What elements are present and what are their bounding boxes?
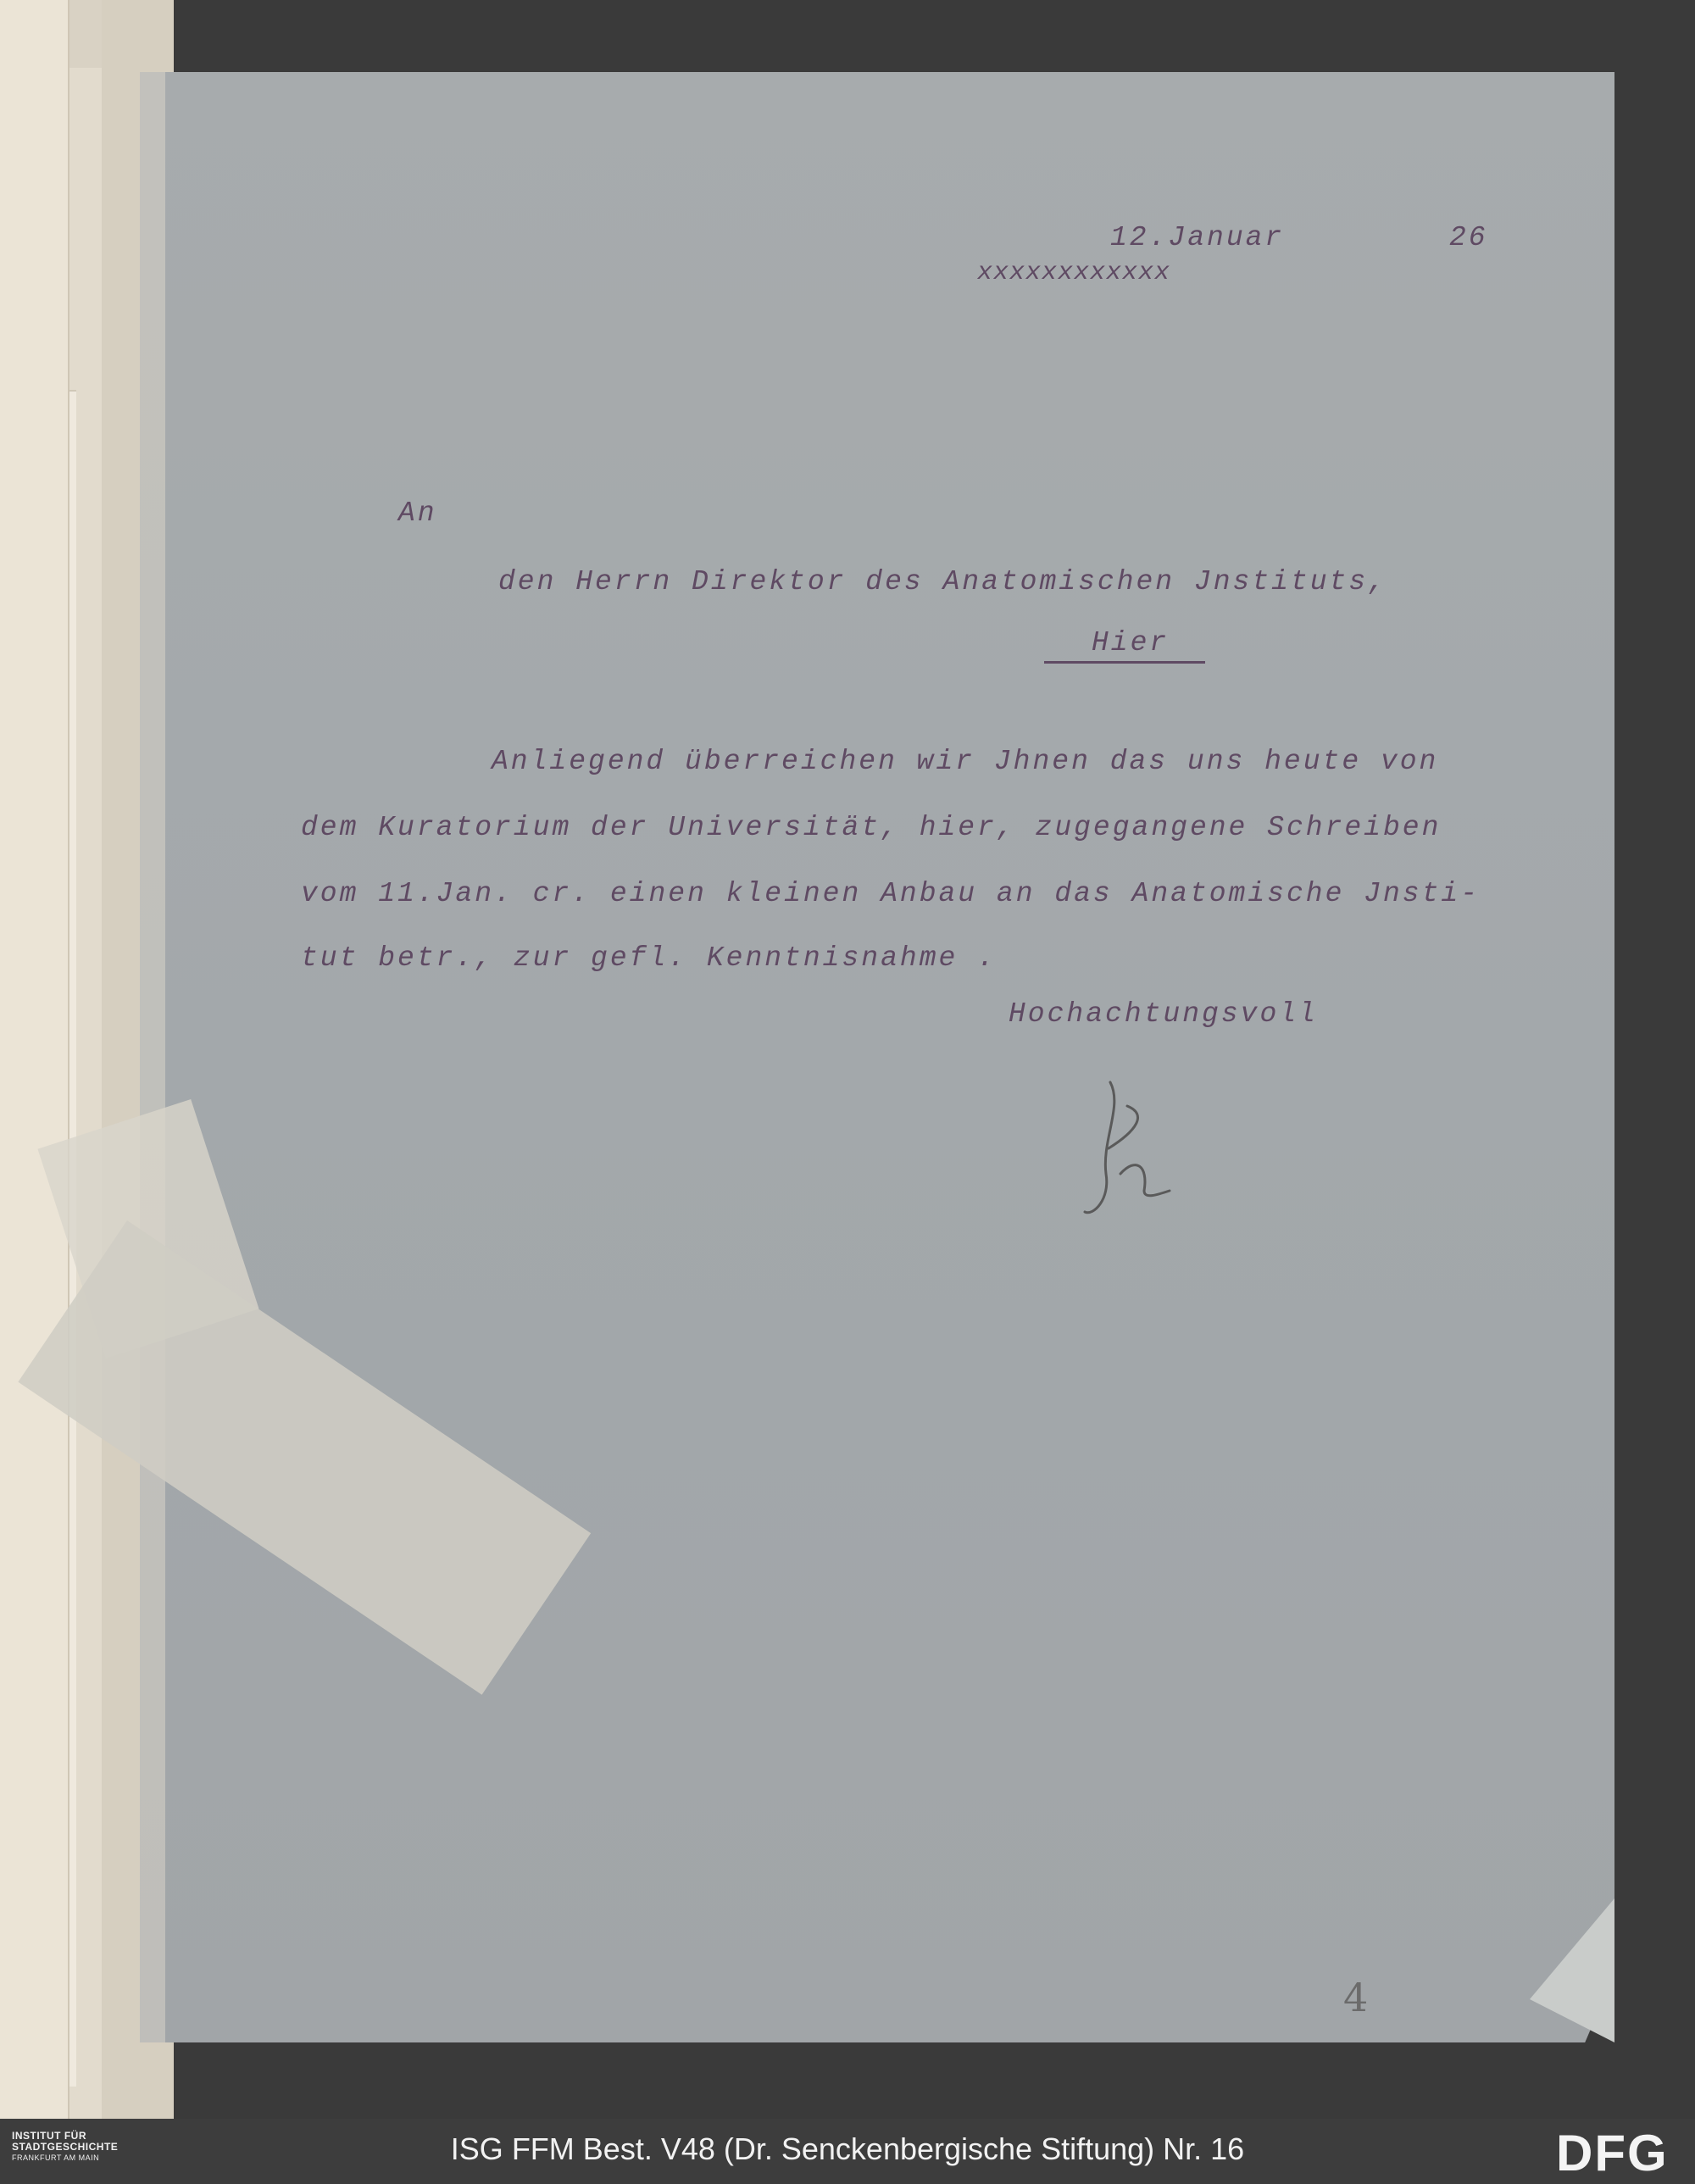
body-line-3: vom 11.Jan. cr. einen kleinen Anbau an das Anatomische Jnsti- (301, 878, 1480, 909)
page-number: 4 (1343, 1975, 1369, 2020)
body-line-2: dem Kuratorium der Universität, hier, zugegangene Schreiben (301, 812, 1442, 843)
sheet-binding-band (140, 72, 165, 2042)
place-underline (1044, 661, 1205, 664)
body-line-4: tut betr., zur gefl. Kenntnisnahme . (301, 942, 997, 974)
institution-line-1: INSTITUT FÜR (12, 2130, 86, 2142)
struck-out-line: xxxxxxxxxxxx (977, 258, 1171, 287)
archive-caption: ISG FFM Best. V48 (Dr. Senckenbergische Stiftung) Nr. 16 (450, 2131, 1245, 2166)
recipient-place: Hier (1092, 627, 1170, 659)
body-line-1: Anliegend überreichen wir Jhnen das uns heute von (492, 746, 1439, 777)
letter-date: 12.Januar (1110, 222, 1285, 253)
institution-line-2: STADTGESCHICHTE (12, 2141, 119, 2153)
institution-line-3: FRANKFURT AM MAIN (12, 2153, 100, 2162)
recipient-line: den Herrn Direktor des Anatomischen Jnstituts, (498, 566, 1387, 597)
folder-edge (0, 0, 69, 2119)
letter-year: 26 (1449, 222, 1488, 253)
letter-sheet (140, 72, 1614, 2042)
salutation: An (398, 497, 437, 529)
dfg-logo: DFG (1556, 2125, 1669, 2181)
closing: Hochachtungsvoll (1009, 998, 1318, 1030)
handwritten-signature (1076, 1072, 1178, 1225)
